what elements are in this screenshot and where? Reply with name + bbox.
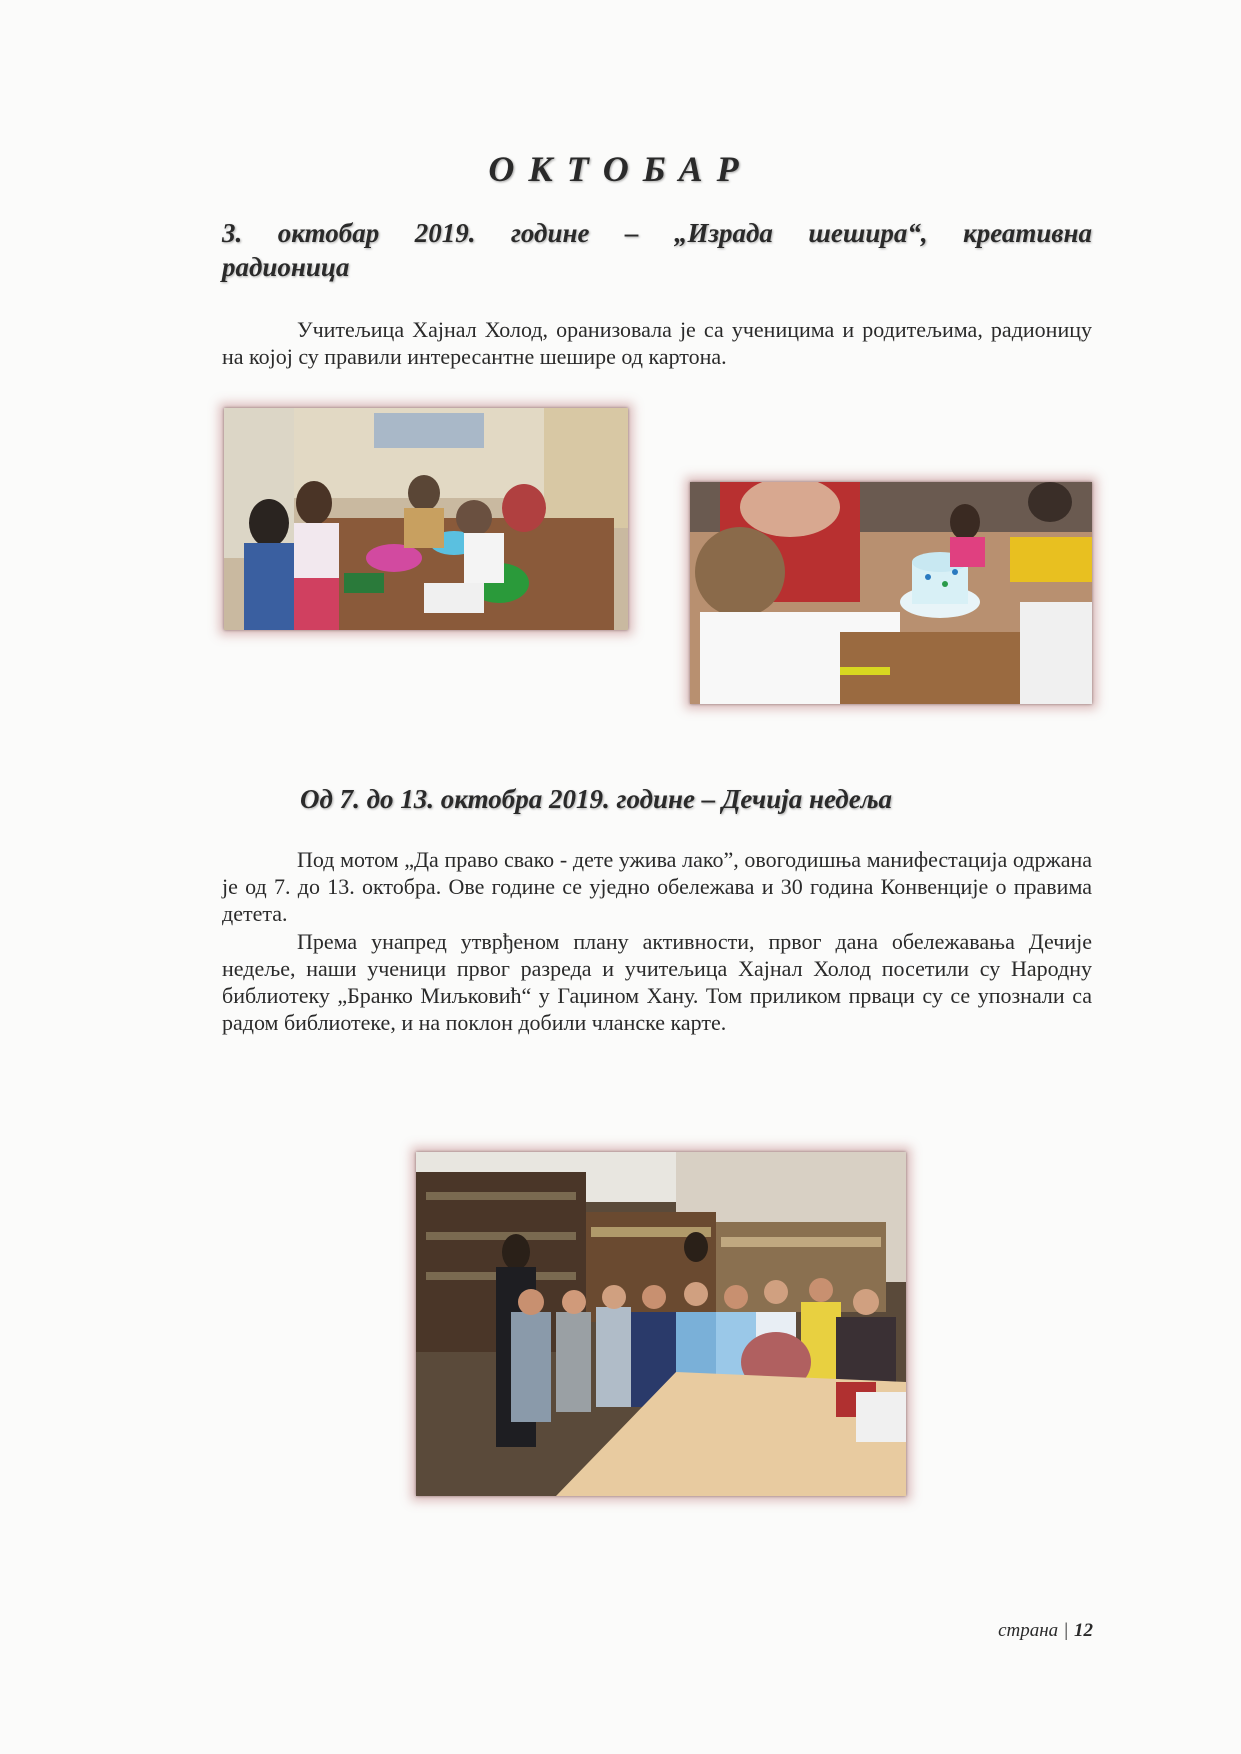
footer-separator: |: [1064, 1620, 1068, 1641]
workshop-photo-hat-decorating: [690, 482, 1092, 704]
section2-heading: Од 7. до 13. октобра 2019. године – Дечија недеља: [300, 784, 892, 814]
library-visit-photo: [416, 1152, 906, 1496]
footer-label: страна: [998, 1620, 1059, 1641]
section1-heading-line1: 3. октобар 2019. године – „Израда шешира“, креативна: [222, 218, 1092, 248]
month-title: ОКТОБАР: [488, 149, 753, 189]
page-number: 12: [1074, 1620, 1093, 1641]
section2-paragraph2: Према унапред утврђеном плану активности, првог дана обележавања Дечије недеље, наши ученици првог разреда и учитељица Хајнал Холод посетили су Народну библиотеку „Бранко Миљковић“ у Гаџином Хану. Том приликом прваци су се упознали са радом библиотеке, и на поклон добили чланске карте.: [222, 929, 1092, 1035]
section1-paragraph: Учитељица Хајнал Холод, оранизовала је са ученицима и родитељима, радионицу на којој су правили интересантне шешире од картона.: [222, 317, 1092, 369]
page-footer: [998, 1620, 1093, 1642]
workshop-photo-classroom: [224, 408, 628, 630]
section2-paragraph1: Под мотом „Да право свако - дете ужива лако”, овогодишња манифестација одржана је од 7. до 13. октобра. Ове године се уједно обележава и 30 година Конвенције о правима детета.: [222, 847, 1092, 926]
section1-heading: [222, 216, 1092, 284]
section1-heading-line2: радионица: [222, 252, 350, 282]
